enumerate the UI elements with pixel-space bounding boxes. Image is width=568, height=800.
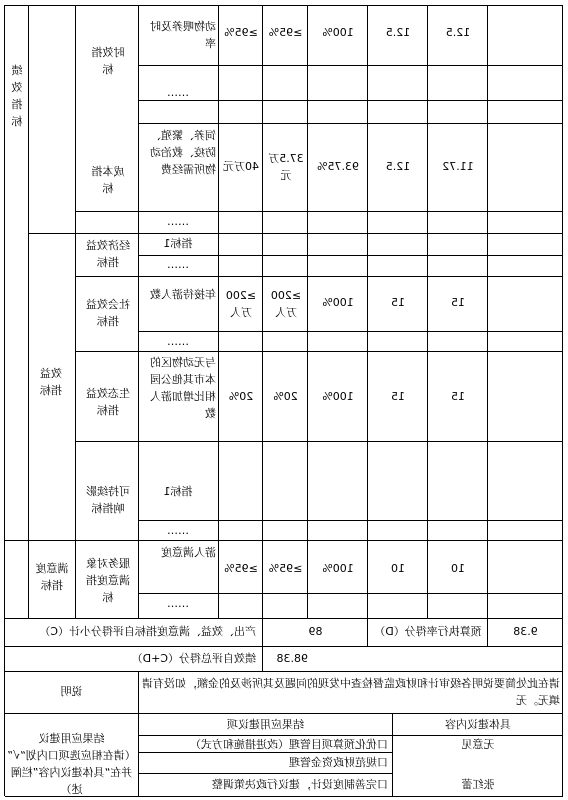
weight-satisfaction: 10 [391,562,405,575]
item-sustainable: 指标1 [163,485,193,498]
indicator-social: 社会效益指标 [86,298,130,328]
option-1: 口优化预算项目管理（改进措施和方式） [190,738,388,751]
output-subtotal-value: 89 [308,625,323,638]
actual-cost: 37.5万元 [268,152,304,182]
indicator-cost: 成本指标 [91,165,125,195]
actual-social: ≥200万人 [270,289,302,319]
rate-satisfaction: 100% [322,562,354,575]
indicator-satisfaction: 服务对象满意度指标 [86,557,130,604]
actual-timeliness: ≥95% [268,26,303,39]
score-cost: 11.72 [442,160,474,173]
output-subtotal-label: 产出、效益、满意度指标自评得分小计（C） [39,625,256,638]
rate-timeliness: 100% [322,26,354,39]
ellipsis: …… [167,86,189,99]
weight-ecological: 15 [391,390,405,403]
ellipsis: …… [167,524,189,537]
actual-satisfaction: ≥95% [268,562,303,575]
total-value: 98.38 [276,652,308,665]
option-3: 口完善制度设计，建议行政决策调整 [212,778,388,791]
category-benefit: 效益指标 [40,367,62,397]
item-social: 年接待游人数 [150,288,216,301]
score-ecological: 15 [451,390,465,403]
actual-ecological: 20% [273,390,298,403]
ellipsis: …… [167,215,189,228]
application-label-2: （请在相应选项口内划“√” [7,749,136,762]
total-label: 绩效自评总得分（C+D） [131,652,256,665]
ellipsis: …… [167,258,189,271]
target-timeliness: ≥95% [224,26,258,39]
explanation-label: 说明 [60,685,83,698]
score-satisfaction: 10 [451,562,465,575]
category-performance: 绩效指标 [11,64,23,128]
item-cost: 饲养、繁殖、防疫、救治动物所需经费 [150,129,216,176]
score-social: 15 [451,296,465,309]
rate-social: 100% [322,296,354,309]
ellipsis: …… [167,335,189,348]
rate-cost: 93.75% [317,160,359,173]
header-content: 具体建议内容 [445,718,511,731]
weight-social: 15 [391,296,405,309]
item-ecological: 与无动物区的本市其他公园相比增加游人数 [150,356,216,420]
application-label-3: 并在“具体建议内容”栏阐述） [10,766,133,796]
target-cost: 40万元 [223,160,259,173]
item-timeliness: 动物喂养及时率 [150,20,216,50]
ellipsis: …… [167,597,189,610]
header-options: 结果应用建议项 [227,718,304,731]
option-2: 口规范财政资金管理 [289,756,388,769]
indicator-economic: 经济效益指标 [86,239,130,269]
score-timeliness: 12.5 [445,26,471,39]
rate-ecological: 100% [322,390,354,403]
target-satisfaction: ≥95% [224,562,258,575]
weight-timeliness: 12.5 [385,26,411,39]
budget-value: 9.38 [513,625,538,638]
application-label: 结果应用建议 [38,732,105,745]
content-3: 张红蕾 [461,778,495,791]
budget-label: 预算执行率得分（D） [374,625,482,638]
target-ecological: 20% [228,390,254,403]
content-1: 无意见 [461,738,495,751]
target-social: ≥200万人 [225,289,257,319]
weight-cost: 12.5 [385,160,411,173]
indicator-timeliness: 时效指标 [91,46,125,76]
category-satisfaction: 满意度指标 [35,562,69,592]
item-satisfaction: 游人满意度 [161,546,216,559]
explanation-text: 请在此处简要说明各级审计和财政监督检查中发现的问题及其所涉及的金额，如没有请填无。无 [142,677,560,707]
item-economic: 指标1 [163,237,193,250]
indicator-ecological: 生态效益指标 [86,387,130,417]
indicator-sustainable: 可持续影响指标 [86,485,130,515]
